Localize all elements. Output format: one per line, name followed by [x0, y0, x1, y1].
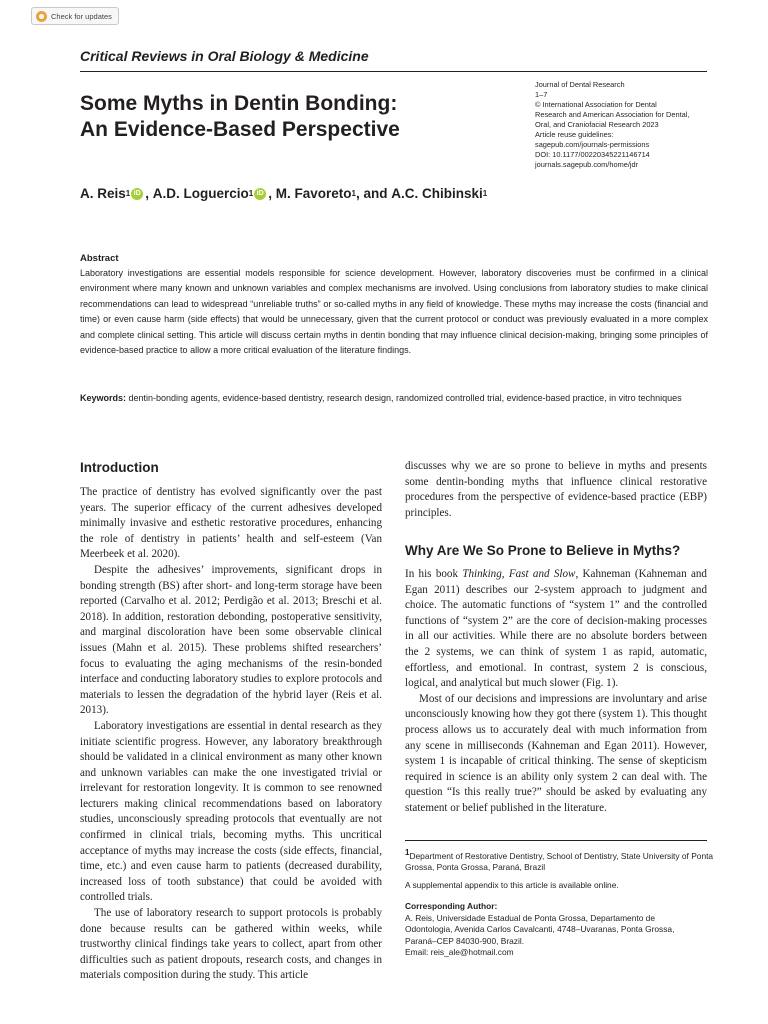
book-title: Thinking, Fast and Slow: [462, 568, 576, 580]
author-name: A. Reis: [80, 186, 126, 201]
corresponding-line: Odontologia, Avenida Carlos Cavalcanti, 4748–Uvaranas, Ponta Grossa,: [405, 924, 675, 935]
orcid-icon[interactable]: iD: [254, 188, 266, 200]
paragraph: Most of our decisions and impressions are involuntary and arise unconsciously knowing how they got there (system 1). This thought process allows us to accurately deal with much information from any scene in milliseconds (Kahneman and Egan 2011). However, system 1 is incapable of critical thinking. The sense of skepticism required in science is an ability only system 2 can deal with. The question “Is this really true?” should be asked by evaluating any statement or belief published in the literature.: [405, 692, 707, 814]
meta-link[interactable]: journals.sagepub.com/home/jdr: [535, 160, 639, 169]
check-updates-icon: [36, 11, 47, 22]
meta-doi[interactable]: DOI: 10.1177/00220345221146714: [535, 150, 650, 159]
author-separator: ,: [268, 186, 276, 201]
meta-line: Journal of Dental Research: [535, 80, 625, 89]
check-for-updates-label: Check for updates: [51, 11, 112, 21]
paragraph: The practice of dentistry has evolved significantly over the past years. The superior efficacy of the current adhesives developed minimally invasive and esthetic restorative procedures, enhancing the role of dentistry in patients’ health and self-esteem (Van Meerbeek et al. 2020).: [80, 486, 382, 561]
meta-line: © International Association for Dental: [535, 100, 657, 109]
paragraph: Laboratory investigations are essential in dental research as they initiate scientific progress. However, any laboratory breakthrough should be validated in a clinical environment as many other known and unknown variables can make the one investigated trivial or irrelevant for restoration longevity. It is common to see renowned lecturers making clinical recommendations based on laboratory studies, unconsciously spreading protocols that eventually are not confirmed in clinical trials, becoming myths. This uncritical acceptance of myths may increase the costs (side effects, financial, time, etc.) and even cause harm to patients (decreased durability, increased loss of tooth substance) that could be avoided with controlled trials.: [80, 719, 382, 904]
keywords-label: Keywords:: [80, 393, 127, 403]
author-name: A.D. Loguercio: [152, 186, 249, 201]
affiliation-mark: 1: [482, 189, 488, 198]
abstract-text: Laboratory investigations are essential models responsible for science development. However, laboratory discoveries must be confirmed in a clinical environment where many known and unknown variables and complex mechanisms are involved. Using conclusions from laboratory studies to make clinical recommendations can lead to widespread “unreliable truths” or so-called myths in any field of knowledge. These myths may increase the costs (financial and time) or even cause harm (side effects) that would be unnecessary, given that the current protocol or conduct was previously evaluated in a more complex and complete clinical setting. This article will discuss certain myths in dentin bonding that may influence clinical decision-making, bringing some principles of evidence-based practice to allow a more critical evaluation of the literature findings.: [80, 268, 708, 356]
affiliation-text: Department of Restorative Dentistry, School of Dentistry, State University of Ponta Grossa, Ponta Grossa, Paraná, Brazil: [405, 850, 714, 873]
paragraph: The use of laboratory research to support protocols is probably done because results can be gathered within weeks, while trustworthy clinical findings take years to collect, apart from other difficulties such as patient dropouts, research costs, and changes in materials composition during the study. This article: [80, 907, 382, 982]
footnote-divider: [405, 840, 707, 841]
author-separator: ,: [145, 186, 153, 201]
orcid-icon[interactable]: iD: [131, 188, 143, 200]
meta-line: Oral, and Craniofacial Research 2023: [535, 120, 659, 129]
title-line: Some Myths in Dentin Bonding:: [80, 92, 398, 115]
text-run: , Kahneman (Kahneman and Egan 2011) describes our 2-system approach to judgment and choice. The automatic functions of “system 1” and the controlled functions of “system 2” are the core of decision-making processes in all our activities. While there are no absolute borders between the 2 systems, we can think of system 1 as rapid, automatic, effortless, and emotional. In contrast, system 2 is conscious, logical, and analytical but much slower (Fig. 1).: [405, 568, 707, 690]
affiliation-mark: 1: [351, 189, 356, 198]
section-heading-introduction: Introduction: [80, 460, 159, 475]
paragraph: discusses why we are so prone to believe in myths and presents some dentin-bonding myths that influence clinical restorative procedures from the perspective of evidence-based practice (EBP) principles.: [405, 460, 707, 519]
paragraph: Despite the adhesives’ improvements, significant drops in bonding strength (BS) after short- and long-term storage have been reported (Carvalho et al. 2012; Perdigão et al. 2013; Breschi et al. 2018). In addition, restoration debonding, postoperative sensitivity, and marginal discoloration have been some observable clinical issues (Mahn et al. 2015). These problems shifted researchers’ focus to evaluating the aging mechanisms of the resin-bonded interface and conducting laboratory studies to explore protocols and materials to lessen the degradation of the hybrid layer (Reis et al. 2013).: [80, 563, 382, 717]
body-column-left: [80, 485, 382, 984]
corresponding-line: Paraná–CEP 84030-900, Brazil.: [405, 935, 525, 946]
title-line: An Evidence-Based Perspective: [80, 118, 400, 141]
corresponding-heading: Corresponding Author:: [405, 901, 498, 911]
keywords-text: dentin-bonding agents, evidence-based dentistry, research design, randomized controlled trial, evidence-based practice, in vitro techniques: [126, 393, 682, 403]
keywords: [80, 391, 708, 406]
text-run: In his book: [405, 568, 463, 580]
meta-line: Research and American Association for Dental,: [535, 110, 690, 119]
author-separator: , and: [355, 186, 392, 201]
corresponding-author: [405, 901, 715, 959]
abstract-heading: Abstract: [80, 253, 119, 264]
author-list: [80, 186, 487, 201]
journal-section-name: Critical Reviews in Oral Biology & Medicine: [80, 48, 369, 64]
meta-line: Article reuse guidelines:: [535, 130, 614, 139]
section-heading-myths: Why Are We So Prone to Believe in Myths?: [405, 543, 681, 558]
body-column-right: [405, 567, 707, 817]
article-title: [80, 91, 520, 143]
corresponding-line: A. Reis, Universidade Estadual de Ponta Grossa, Departamento de: [405, 912, 655, 923]
author-name: A.C. Chibinski: [391, 186, 483, 201]
header-divider: [80, 71, 707, 72]
author-name: M. Favoreto: [275, 186, 352, 201]
affiliation-footnote: [405, 847, 715, 874]
corresponding-email[interactable]: Email: reis_ale@hotmail.com: [405, 947, 514, 958]
affiliation-mark: 1: [405, 848, 410, 857]
affiliation-mark: 1: [125, 189, 131, 198]
meta-link[interactable]: sagepub.com/journals-permissions: [535, 140, 650, 149]
paragraph: [405, 567, 707, 692]
meta-line: 1–7: [535, 90, 548, 99]
journal-metadata: [535, 80, 713, 170]
supplement-note: A supplemental appendix to this article is available online.: [405, 880, 619, 890]
check-for-updates-badge[interactable]: [31, 7, 119, 25]
affiliation-mark: 1: [248, 189, 254, 198]
body-column-right-continuation: [405, 459, 707, 521]
